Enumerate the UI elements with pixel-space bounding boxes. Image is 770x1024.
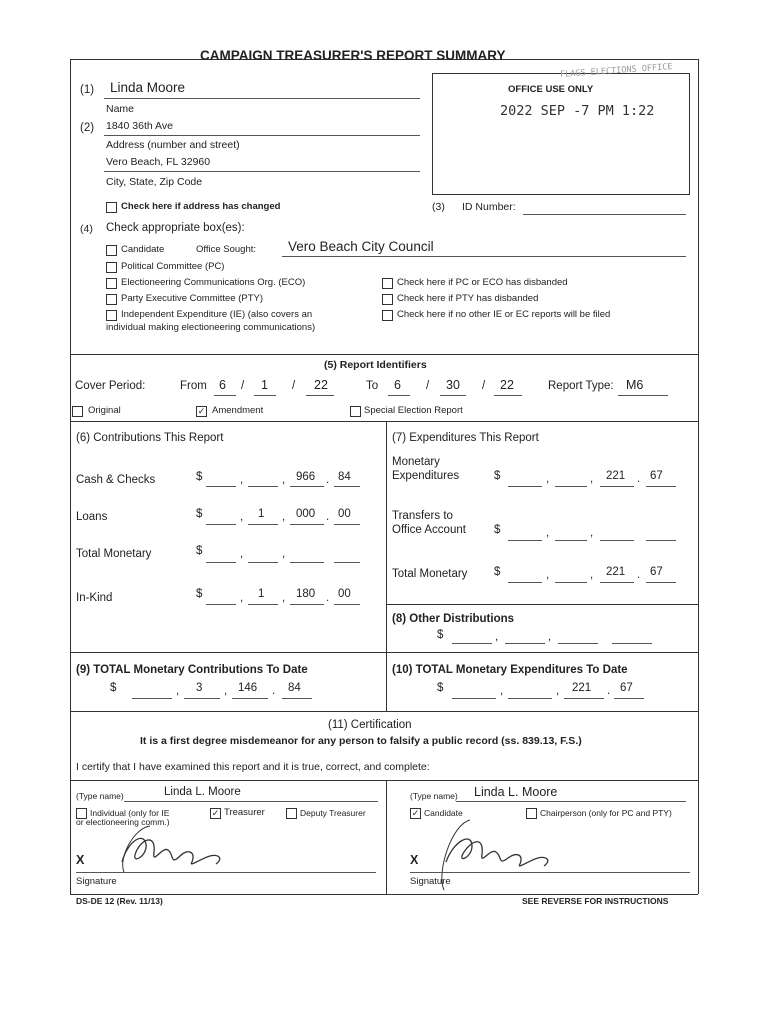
to-day-line bbox=[440, 395, 466, 396]
transfers-blank-4 bbox=[646, 540, 676, 541]
total-expend-dollar: $ bbox=[494, 566, 501, 578]
inkind-blank-1 bbox=[206, 604, 236, 605]
office-sought-label: Office Sought: bbox=[196, 244, 257, 255]
see-reverse: SEE REVERSE FOR INSTRUCTIONS bbox=[522, 896, 669, 906]
total-expend-cents: 67 bbox=[650, 566, 663, 578]
treasurer-signature-stroke bbox=[122, 838, 220, 864]
transfers-comma-2: , bbox=[590, 527, 594, 539]
chairperson-label: Chairperson (only for PC and PTY) bbox=[540, 808, 672, 818]
total-contrib-dollars-line bbox=[232, 698, 268, 699]
divider-6-top bbox=[70, 421, 698, 422]
disband-pc-checkbox[interactable] bbox=[382, 278, 393, 289]
section-2-number: (2) bbox=[80, 122, 95, 134]
from-month: 6 bbox=[219, 378, 226, 392]
total-exp-comma-2: , bbox=[556, 685, 560, 697]
monetary-expend-label-2: Expenditures bbox=[392, 470, 460, 482]
transfers-blank-1 bbox=[508, 540, 542, 541]
cash-cents: 84 bbox=[338, 471, 351, 483]
left-type-name-label: (Type name) bbox=[76, 791, 124, 801]
special-election-label: Special Election Report bbox=[364, 405, 463, 416]
inkind-dot: . bbox=[326, 592, 330, 604]
total-expend-blank-2 bbox=[555, 582, 587, 583]
report-type-value: M6 bbox=[626, 378, 644, 392]
total-exp-dollars: 221 bbox=[572, 682, 592, 694]
transfers-dollar: $ bbox=[494, 524, 501, 536]
deputy-label: Deputy Treasurer bbox=[300, 808, 366, 818]
section-4-number: (4) bbox=[80, 223, 93, 235]
to-slash-1: / bbox=[426, 380, 430, 392]
loans-dollars: 000 bbox=[296, 508, 316, 520]
cash-cents-line bbox=[334, 486, 360, 487]
loans-label: Loans bbox=[76, 511, 108, 523]
inkind-dollars: 180 bbox=[296, 588, 316, 600]
expenditures-header: (7) Expenditures This Report bbox=[392, 432, 539, 444]
loans-cents-line bbox=[334, 524, 360, 525]
frame-right bbox=[698, 59, 699, 894]
total-expend-comma-1: , bbox=[546, 569, 550, 581]
certification-warning: It is a first degree misdemeanor for any person to falsify a public record (ss. 839.13, F.S.) bbox=[140, 735, 582, 747]
office-use-label: OFFICE USE ONLY bbox=[508, 84, 594, 95]
office-sought-value: Vero Beach City Council bbox=[288, 239, 434, 254]
filer-street: 1840 36th Ave bbox=[106, 120, 173, 132]
loans-thousands-line bbox=[248, 524, 278, 525]
transfers-label-1: Transfers to bbox=[392, 510, 453, 522]
total-contrib-cents: 84 bbox=[288, 682, 301, 694]
filer-city: Vero Beach, FL 32960 bbox=[106, 156, 211, 168]
amendment-checkbox[interactable]: ✓ bbox=[197, 406, 206, 416]
pty-checkbox[interactable] bbox=[106, 294, 117, 305]
monetary-expend-comma-2: , bbox=[590, 473, 594, 485]
filer-name: Linda Moore bbox=[110, 80, 186, 95]
cash-blank-1 bbox=[206, 486, 236, 487]
total-contrib-comma-1: , bbox=[176, 685, 180, 697]
total-exp-dollars-line bbox=[564, 698, 604, 699]
ie-label-line1: Independent Expenditure (IE) (also covers an bbox=[121, 309, 313, 320]
candidate-sign-checkbox[interactable]: ✓ bbox=[411, 808, 420, 818]
total-expend-blank-1 bbox=[508, 582, 542, 583]
total-contrib-dollars: 146 bbox=[238, 682, 258, 694]
monetary-expend-comma-1: , bbox=[546, 473, 550, 485]
total-expend-label: Total Monetary bbox=[392, 568, 468, 580]
cash-comma-2: , bbox=[282, 474, 286, 486]
monetary-expend-blank-2 bbox=[555, 486, 587, 487]
total-contrib-thousands: 3 bbox=[196, 682, 203, 694]
inkind-thousands: 1 bbox=[258, 588, 265, 600]
pty-label: Party Executive Committee (PTY) bbox=[121, 293, 264, 304]
total-monetary-label: Total Monetary bbox=[76, 548, 152, 560]
loans-blank-1 bbox=[206, 524, 236, 525]
cash-dot: . bbox=[326, 474, 330, 486]
office-stamp-date: 2022 SEP -7 PM 1:22 bbox=[500, 103, 655, 119]
to-month: 6 bbox=[394, 378, 401, 392]
transfers-label-2: Office Account bbox=[392, 524, 466, 536]
total-blank-2 bbox=[248, 562, 278, 563]
divider-5-top bbox=[70, 354, 698, 355]
filer-city-line bbox=[104, 171, 420, 172]
certification-statement: I certify that I have examined this report and it is true, correct, and complete: bbox=[76, 761, 430, 773]
divider-9-top bbox=[70, 652, 698, 653]
other-comma-2: , bbox=[548, 631, 552, 643]
office-stamp-faint: FLAGS ELECTIONS OFFICE bbox=[559, 62, 673, 80]
total-expend-cents-line bbox=[646, 582, 676, 583]
loans-dollars-line bbox=[290, 524, 324, 525]
sign-column-divider bbox=[386, 780, 387, 894]
inkind-thousands-line bbox=[248, 604, 278, 605]
left-signature-label: Signature bbox=[76, 876, 117, 887]
deputy-checkbox[interactable] bbox=[286, 808, 297, 819]
total-dollar-sign: $ bbox=[196, 545, 203, 557]
monetary-expend-cents: 67 bbox=[650, 470, 663, 482]
from-year-line bbox=[306, 395, 334, 396]
from-slash-1: / bbox=[241, 380, 245, 392]
to-day: 30 bbox=[446, 378, 460, 392]
loans-comma-1: , bbox=[240, 511, 244, 523]
check-boxes-label: Check appropriate box(es): bbox=[106, 222, 245, 234]
monetary-expend-dollar: $ bbox=[494, 470, 501, 482]
individual-label: Individual (only for IE bbox=[90, 808, 170, 818]
total-blank-3 bbox=[290, 562, 324, 563]
total-blank-4 bbox=[334, 562, 360, 563]
column-divider bbox=[386, 421, 387, 711]
other-comma-1: , bbox=[495, 631, 499, 643]
total-contrib-blank-1 bbox=[132, 698, 172, 699]
right-signature-line bbox=[410, 872, 690, 873]
total-exp-dollar: $ bbox=[437, 682, 444, 694]
cash-blank-2 bbox=[248, 486, 278, 487]
section-1-number: (1) bbox=[80, 84, 95, 96]
divider-8-top bbox=[386, 604, 698, 605]
to-label: To bbox=[366, 380, 379, 392]
special-election-checkbox[interactable] bbox=[350, 406, 361, 417]
from-day: 1 bbox=[261, 378, 268, 392]
total-contrib-dot: . bbox=[272, 685, 276, 697]
report-type-label: Report Type: bbox=[548, 380, 614, 392]
form-title: CAMPAIGN TREASURER'S REPORT SUMMARY bbox=[200, 48, 506, 63]
report-identifiers-header: (5) Report Identifiers bbox=[324, 359, 427, 371]
treasurer-label: Treasurer bbox=[224, 807, 265, 818]
original-label: Original bbox=[88, 405, 121, 416]
amendment-label: Amendment bbox=[212, 405, 264, 416]
disband-pty-label: Check here if PTY has disbanded bbox=[397, 293, 539, 304]
loans-dollar-sign: $ bbox=[196, 508, 203, 520]
other-blank-1 bbox=[452, 643, 492, 644]
transfers-comma-1: , bbox=[546, 527, 550, 539]
filer-street-line bbox=[104, 135, 420, 136]
left-signature-line bbox=[76, 872, 376, 873]
inkind-cents-line bbox=[334, 604, 360, 605]
candidate-label: Candidate bbox=[121, 244, 165, 255]
no-other-label: Check here if no other IE or EC reports will be filed bbox=[397, 309, 611, 320]
total-contrib-cents-line bbox=[282, 698, 312, 699]
frame-left bbox=[70, 59, 71, 894]
no-other-checkbox[interactable] bbox=[382, 310, 393, 321]
filer-street-label: Address (number and street) bbox=[106, 139, 240, 151]
total-contributions-header: (9) TOTAL Monetary Contributions To Date bbox=[76, 664, 308, 676]
inkind-dollar-sign: $ bbox=[196, 588, 203, 600]
candidate-sign-label: Candidate bbox=[424, 808, 463, 818]
right-type-name-label: (Type name) bbox=[410, 791, 458, 801]
candidate-name: Linda L. Moore bbox=[474, 785, 558, 799]
other-dollar: $ bbox=[437, 629, 444, 641]
other-blank-3 bbox=[558, 643, 598, 644]
treasurer-name-line bbox=[124, 801, 378, 802]
left-x-mark: X bbox=[76, 853, 85, 867]
total-exp-blank-2 bbox=[508, 698, 552, 699]
loans-dot: . bbox=[326, 511, 330, 523]
cash-dollars: 966 bbox=[296, 471, 316, 483]
eco-label: Electioneering Communications Org. (ECO) bbox=[121, 277, 306, 288]
total-contrib-dollar: $ bbox=[110, 682, 117, 694]
total-contrib-thousands-line bbox=[184, 698, 220, 699]
contributions-header: (6) Contributions This Report bbox=[76, 432, 224, 444]
frame-bottom bbox=[70, 894, 698, 895]
pc-checkbox[interactable] bbox=[106, 262, 117, 273]
from-month-line bbox=[214, 395, 236, 396]
monetary-expend-blank-1 bbox=[508, 486, 542, 487]
monetary-expend-cents-line bbox=[646, 486, 676, 487]
loans-cents: 00 bbox=[338, 508, 351, 520]
address-changed-checkbox[interactable] bbox=[106, 202, 117, 213]
report-type-line bbox=[618, 395, 668, 396]
cash-checks-label: Cash & Checks bbox=[76, 474, 156, 486]
disband-pty-checkbox[interactable] bbox=[382, 294, 393, 305]
certification-header: (11) Certification bbox=[328, 719, 412, 731]
from-day-line bbox=[254, 395, 276, 396]
total-exp-comma-1: , bbox=[500, 685, 504, 697]
office-sought-line bbox=[282, 256, 686, 257]
ie-checkbox[interactable] bbox=[106, 310, 117, 321]
to-slash-2: / bbox=[482, 380, 486, 392]
total-contrib-comma-2: , bbox=[224, 685, 228, 697]
total-expend-dollars: 221 bbox=[606, 566, 626, 578]
inkind-comma-1: , bbox=[240, 592, 244, 604]
to-month-line bbox=[388, 395, 410, 396]
candidate-name-line bbox=[456, 801, 686, 802]
individual-label-2: or electioneering comm.) bbox=[76, 817, 170, 827]
filer-name-line bbox=[104, 98, 420, 99]
id-number-label: ID Number: bbox=[462, 201, 516, 213]
address-changed-label: Check here if address has changed bbox=[121, 201, 281, 212]
to-year: 22 bbox=[500, 378, 514, 392]
total-expend-dot: . bbox=[637, 569, 641, 581]
candidate-checkbox[interactable] bbox=[106, 245, 117, 256]
total-comma-1: , bbox=[240, 548, 244, 560]
total-expenditures-header: (10) TOTAL Monetary Expenditures To Date bbox=[392, 664, 628, 676]
filer-city-label: City, State, Zip Code bbox=[106, 176, 203, 188]
loans-comma-2: , bbox=[282, 511, 286, 523]
cover-period-label: Cover Period: bbox=[75, 380, 146, 392]
filer-name-label: Name bbox=[106, 103, 135, 115]
treasurer-signature-svg bbox=[84, 822, 244, 874]
treasurer-checkbox[interactable]: ✓ bbox=[211, 808, 220, 818]
id-number-line bbox=[523, 214, 686, 215]
ie-label-line2: individual making electioneering communications) bbox=[106, 322, 316, 333]
divider-sign-top bbox=[70, 780, 698, 781]
total-expend-dollars-line bbox=[600, 582, 634, 583]
form-number: DS-DE 12 (Rev. 11/13) bbox=[76, 896, 163, 906]
cash-dollars-line bbox=[290, 486, 324, 487]
section-3-number: (3) bbox=[432, 201, 445, 213]
total-blank-1 bbox=[206, 562, 236, 563]
total-exp-cents-line bbox=[614, 698, 644, 699]
treasurer-name: Linda L. Moore bbox=[164, 786, 241, 798]
original-checkbox[interactable] bbox=[72, 406, 83, 417]
total-comma-2: , bbox=[282, 548, 286, 560]
from-slash-2: / bbox=[292, 380, 296, 392]
candidate-signature-stroke bbox=[446, 839, 548, 866]
from-year: 22 bbox=[314, 378, 328, 392]
transfers-blank-2 bbox=[555, 540, 587, 541]
divider-11-top bbox=[70, 711, 698, 712]
transfers-blank-3 bbox=[600, 540, 634, 541]
total-expend-comma-2: , bbox=[590, 569, 594, 581]
inkind-dollars-line bbox=[290, 604, 324, 605]
monetary-expend-dot: . bbox=[637, 473, 641, 485]
loans-thousands: 1 bbox=[258, 508, 265, 520]
monetary-expend-dollars: 221 bbox=[606, 470, 626, 482]
total-exp-cents: 67 bbox=[620, 682, 633, 694]
total-exp-blank-1 bbox=[452, 698, 496, 699]
pc-label: Political Committee (PC) bbox=[121, 261, 225, 272]
other-blank-4 bbox=[612, 643, 652, 644]
monetary-expend-dollars-line bbox=[600, 486, 634, 487]
cash-dollar-sign: $ bbox=[196, 471, 203, 483]
eco-checkbox[interactable] bbox=[106, 278, 117, 289]
total-exp-dot: . bbox=[607, 685, 611, 697]
inkind-comma-2: , bbox=[282, 592, 286, 604]
other-distributions-header: (8) Other Distributions bbox=[392, 613, 515, 625]
from-label: From bbox=[180, 380, 207, 392]
other-blank-2 bbox=[505, 643, 545, 644]
monetary-expend-label-1: Monetary bbox=[392, 456, 440, 468]
right-x-mark: X bbox=[410, 853, 419, 867]
disband-pc-label: Check here if PC or ECO has disbanded bbox=[397, 277, 568, 288]
right-signature-label: Signature bbox=[410, 876, 451, 887]
cash-comma-1: , bbox=[240, 474, 244, 486]
inkind-cents: 00 bbox=[338, 588, 351, 600]
inkind-label: In-Kind bbox=[76, 592, 113, 604]
to-year-line bbox=[494, 395, 522, 396]
